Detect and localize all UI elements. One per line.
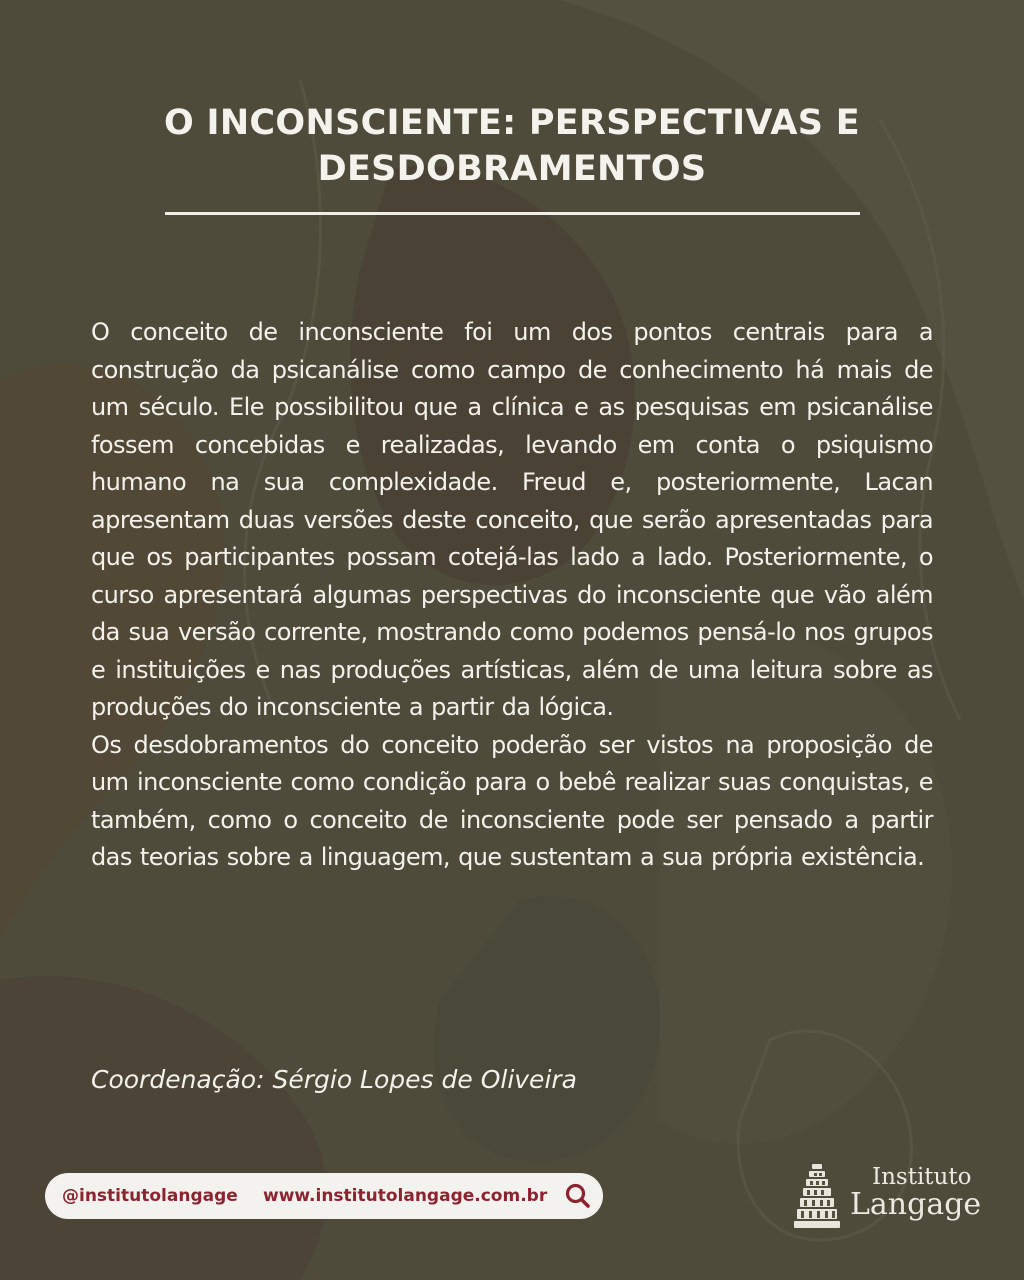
coordination-credit: Coordenação: Sérgio Lopes de Oliveira bbox=[91, 1065, 577, 1094]
logo-text-instituto: Instituto bbox=[872, 1164, 972, 1190]
title-line-1: O INCONSCIENTE: PERSPECTIVAS E bbox=[163, 103, 861, 143]
title-line-2: DESDOBRAMENTOS bbox=[317, 149, 707, 189]
contact-bar bbox=[45, 1173, 603, 1219]
logo-text-langage: Langage bbox=[850, 1187, 982, 1222]
description-paragraph-2: Os desdobramentos do conceito poderão ser vistos na proposição de um inconsciente como condição para o bebê realizar suas conquistas, e também, como o conceito de inconsciente pode ser pensado a partir das teorias sobre a linguagem, que sustentam a sua própria existência. bbox=[91, 730, 933, 871]
title-divider bbox=[165, 212, 860, 215]
tower-of-babel-icon bbox=[790, 1160, 846, 1230]
course-description bbox=[91, 314, 933, 877]
page-title bbox=[92, 100, 932, 192]
institute-logo bbox=[790, 1160, 990, 1230]
social-handle-link[interactable]: @institutolangage bbox=[62, 1186, 238, 1206]
description-paragraph-1: O conceito de inconsciente foi um dos pontos centrais para a construção da psicanálise como campo de conhecimento há mais de um século. Ele possibilitou que a clínica e as pesquisas em psicanálise fossem concebidas e realizadas, levando em conta o psiquismo humano na sua complexidade. Freud e, posteriormente, Lacan apresentam duas versões deste conceito, que serão apresentadas para que os participantes possam cotejá-las lado a lado. Posteriormente, o curso apresentará algumas perspectivas do inconsciente que vão além da sua versão corrente, mostrando como podemos pensá-lo nos grupos e instituições e nas produções artísticas, além de uma leitura sobre as produções do inconsciente a partir da lógica. bbox=[91, 318, 933, 721]
search-button[interactable] bbox=[560, 1178, 596, 1214]
search-icon bbox=[560, 1178, 596, 1214]
website-link[interactable]: www.institutolangage.com.br bbox=[263, 1186, 548, 1206]
